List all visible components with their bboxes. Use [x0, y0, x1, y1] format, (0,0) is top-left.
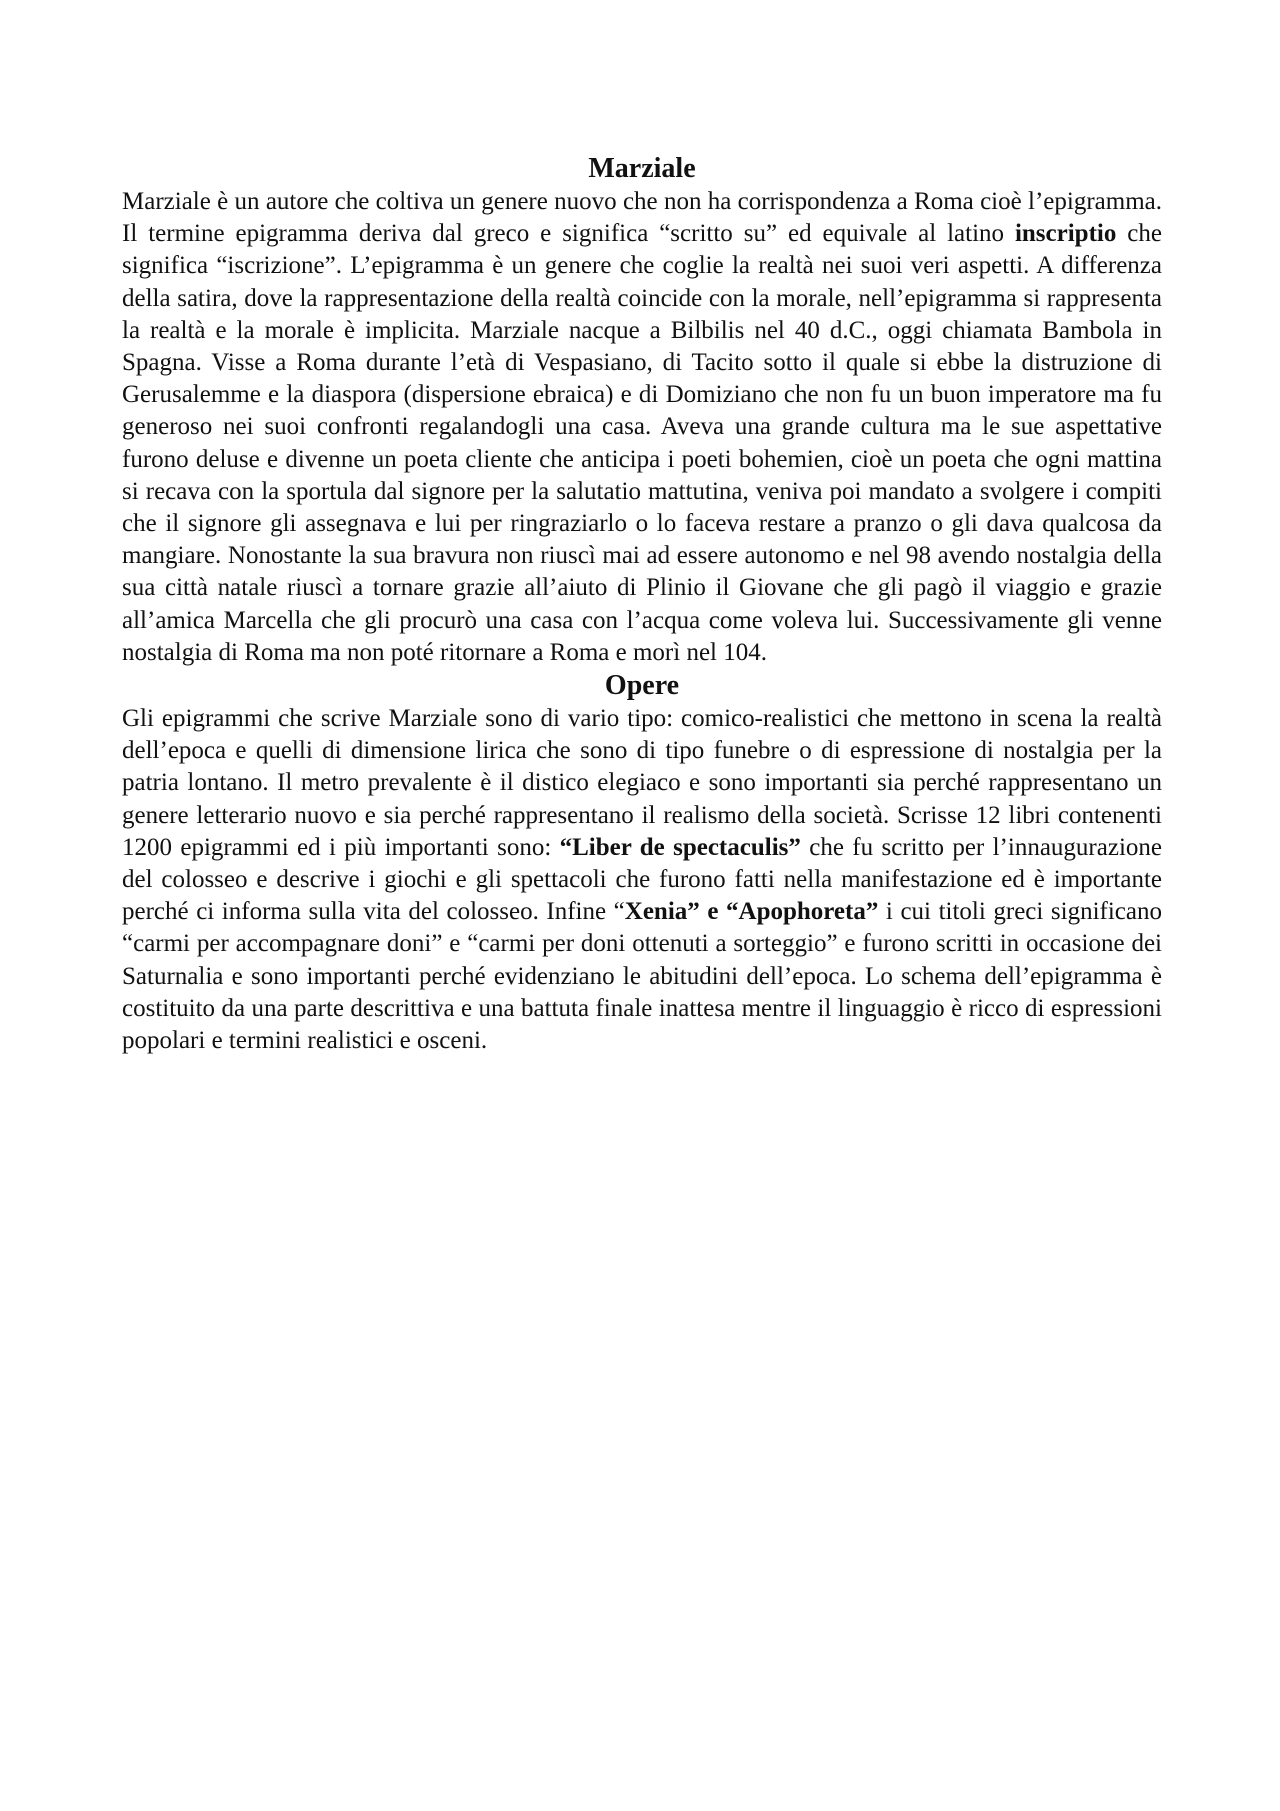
term-inscriptio: inscriptio [1014, 220, 1117, 248]
paragraph-biography [122, 186, 1162, 669]
title-marziale: Marziale [588, 153, 696, 184]
document-page [122, 152, 1162, 1057]
works-text-1: Gli epigrammi che scrive Marziale sono di vario tipo: comico-realistici che mettono in scena la realtà dell’epoca e quelli di dimensione lirica che sono di tipo funebre o di espressione di nostalgia per la patria lontano. Il metro prevalente è il distico elegiaco e sono importanti sia perché rappresentano un genere letterario nuovo e sia perché rappresentano il realismo della società. Scrisse 12 libri contenenti 1200 epigrammi ed i più importanti sono: [122, 705, 1162, 861]
biography-text-1: Marziale è un autore che coltiva un genere nuovo che non ha corrispondenza a Roma cioè l’epigramma. Il termine epigramma deriva dal greco e significa “scritto su” ed equivale al latino [122, 188, 1162, 248]
paragraph-works [122, 703, 1162, 1057]
biography-text-2: che significa “iscrizione”. L’epigramma è un genere che coglie la realtà nei suoi veri aspetti. A differenza della satira, dove la rappresentazione della realtà coincide con la morale, nell’epigramma si rappresenta la realtà e la morale è implicita. Marziale nacque a Bilbilis nel 40 d.C., oggi chiamata Bambola in Spagna. Visse a Roma durante l’età di Vespasiano, di Tacito sotto il quale si ebbe la distruzione di Gerusalemme e la diaspora (dispersione ebraica) e di Domiziano che non fu un buon imperatore ma fu generoso nei suoi confronti regalandogli una casa. Aveva una grande cultura ma le sue aspettative furono deluse e divenne un poeta cliente che anticipa i poeti bohemien, cioè un poeta che ogni mattina si recava con la sportula dal signore per la salutatio mattutina, veniva poi mandato a svolgere i compiti che il signore gli assegnava e lui per ringraziarlo o lo faceva restare a pranzo o gli dava qualcosa da mangiare. Nonostante la sua bravura non riuscì mai ad essere autonomo e nel 98 avendo nostalgia della sua città natale riuscì a tornare grazie all’aiuto di Plinio il Giovane che gli pagò il viaggio e grazie all’amica Marcella che gli procurò una casa con l’acqua come voleva lui. Successivamente gli venne nostalgia di Roma ma non poté ritornare a Roma e morì nel 104. [122, 220, 1162, 666]
works-text-3: i cui titoli greci significano “carmi per accompagnare doni” e “carmi per doni ottenuti a sorteggio” e furono scritti in occasione dei Saturnalia e sono importanti perché evidenziano le abitudini dell’epoca. Lo schema dell’epigramma è costituito da una parte descrittiva e una battuta finale inattesa mentre il linguaggio è ricco di espressioni popolari e termini realistici e osceni. [122, 898, 1162, 1055]
title-xenia-apophoreta: Xenia” e “Apophoreta” [624, 898, 879, 926]
title-opere: Opere [604, 670, 680, 702]
works-text-2: che fu scritto per l’innaugurazione del colosseo e descrive i giochi e gli spettacoli che furono fatti nella manifestazione ed è importante perché ci informa sulla vita del colosseo. Infine “ [122, 833, 1162, 926]
title-liber-de-spectaculis: “Liber de spectaculis” [559, 833, 801, 861]
